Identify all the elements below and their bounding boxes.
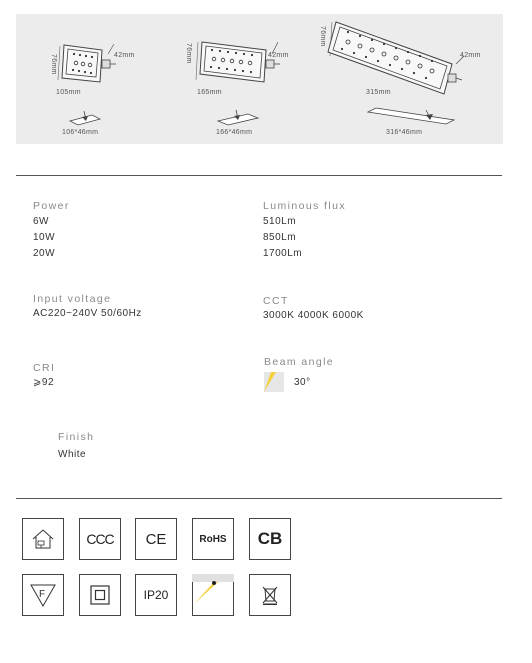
class-ii-icon <box>79 574 121 616</box>
cct-value: 3000K 4000K 6000K <box>263 310 364 321</box>
voltage-value: AC220~240V 50/60Hz <box>33 308 142 319</box>
drawing-1-side: 42mm <box>114 52 135 59</box>
ccc-mark-icon <box>79 518 121 560</box>
power-value-3: 20W <box>33 248 56 259</box>
beam-angle-icon <box>264 372 284 392</box>
weee-bin-icon <box>249 574 291 616</box>
power-value-1: 6W <box>33 216 49 227</box>
power-value-2: 10W <box>33 232 56 243</box>
drawing-165-fixture <box>192 38 292 90</box>
f-text: F <box>39 589 46 600</box>
flux-label: Luminous flux <box>263 200 346 212</box>
rohs-mark-icon <box>192 518 234 560</box>
drawing-2-cutout: 166*46mm <box>216 129 253 136</box>
power-label: Power <box>33 200 70 212</box>
beam-label: Beam angle <box>264 356 335 368</box>
flux-value-3: 1700Lm <box>263 248 303 259</box>
voltage-label: Input voltage <box>33 293 112 305</box>
drawing-3-length: 315mm <box>366 89 391 96</box>
drawing-2-length: 165mm <box>197 89 222 96</box>
flux-value-1: 510Lm <box>263 216 297 227</box>
bottom-divider <box>16 498 502 499</box>
ce-mark-icon <box>135 518 177 560</box>
cb-mark-icon <box>249 518 291 560</box>
drawing-3-cutout: 316*46mm <box>386 129 423 136</box>
drawing-2-cutout-icon <box>216 109 260 129</box>
flux-value-2: 850Lm <box>263 232 297 243</box>
finish-label: Finish <box>58 431 95 443</box>
cri-label: CRI <box>33 362 56 374</box>
cb-text: CB <box>257 529 283 548</box>
ip20-text: IP20 <box>143 588 169 602</box>
beam-angle-cert-icon <box>192 574 234 616</box>
drawing-3-cutout-icon <box>366 104 456 130</box>
top-divider <box>16 175 502 176</box>
f-mark-icon <box>22 574 64 616</box>
cri-value: ⩾92 <box>33 377 55 388</box>
drawing-1-height: 76mm <box>50 54 57 75</box>
ip20-mark-icon <box>135 574 177 616</box>
rohs-text: RoHS <box>199 533 227 545</box>
ce-text: CE <box>145 530 167 548</box>
product-drawings <box>16 14 503 144</box>
ccc-text: CCC <box>86 531 114 547</box>
drawing-105-fixture <box>56 40 136 90</box>
finish-value: White <box>58 449 87 460</box>
drawing-1-length: 105mm <box>56 89 81 96</box>
drawing-2-height: 76mm <box>185 43 192 64</box>
drawing-1-cutout: 106*46mm <box>62 129 99 136</box>
drawing-2-side: 42mm <box>268 52 289 59</box>
drawing-1-cutout-icon <box>68 109 102 129</box>
drawing-3-height: 76mm <box>319 26 326 47</box>
cct-label: CCT <box>263 295 289 307</box>
drawing-3-side: 42mm <box>460 52 481 59</box>
beam-value: 30° <box>294 377 311 388</box>
drawing-315-fixture <box>322 20 472 100</box>
indoor-use-icon <box>22 518 64 560</box>
